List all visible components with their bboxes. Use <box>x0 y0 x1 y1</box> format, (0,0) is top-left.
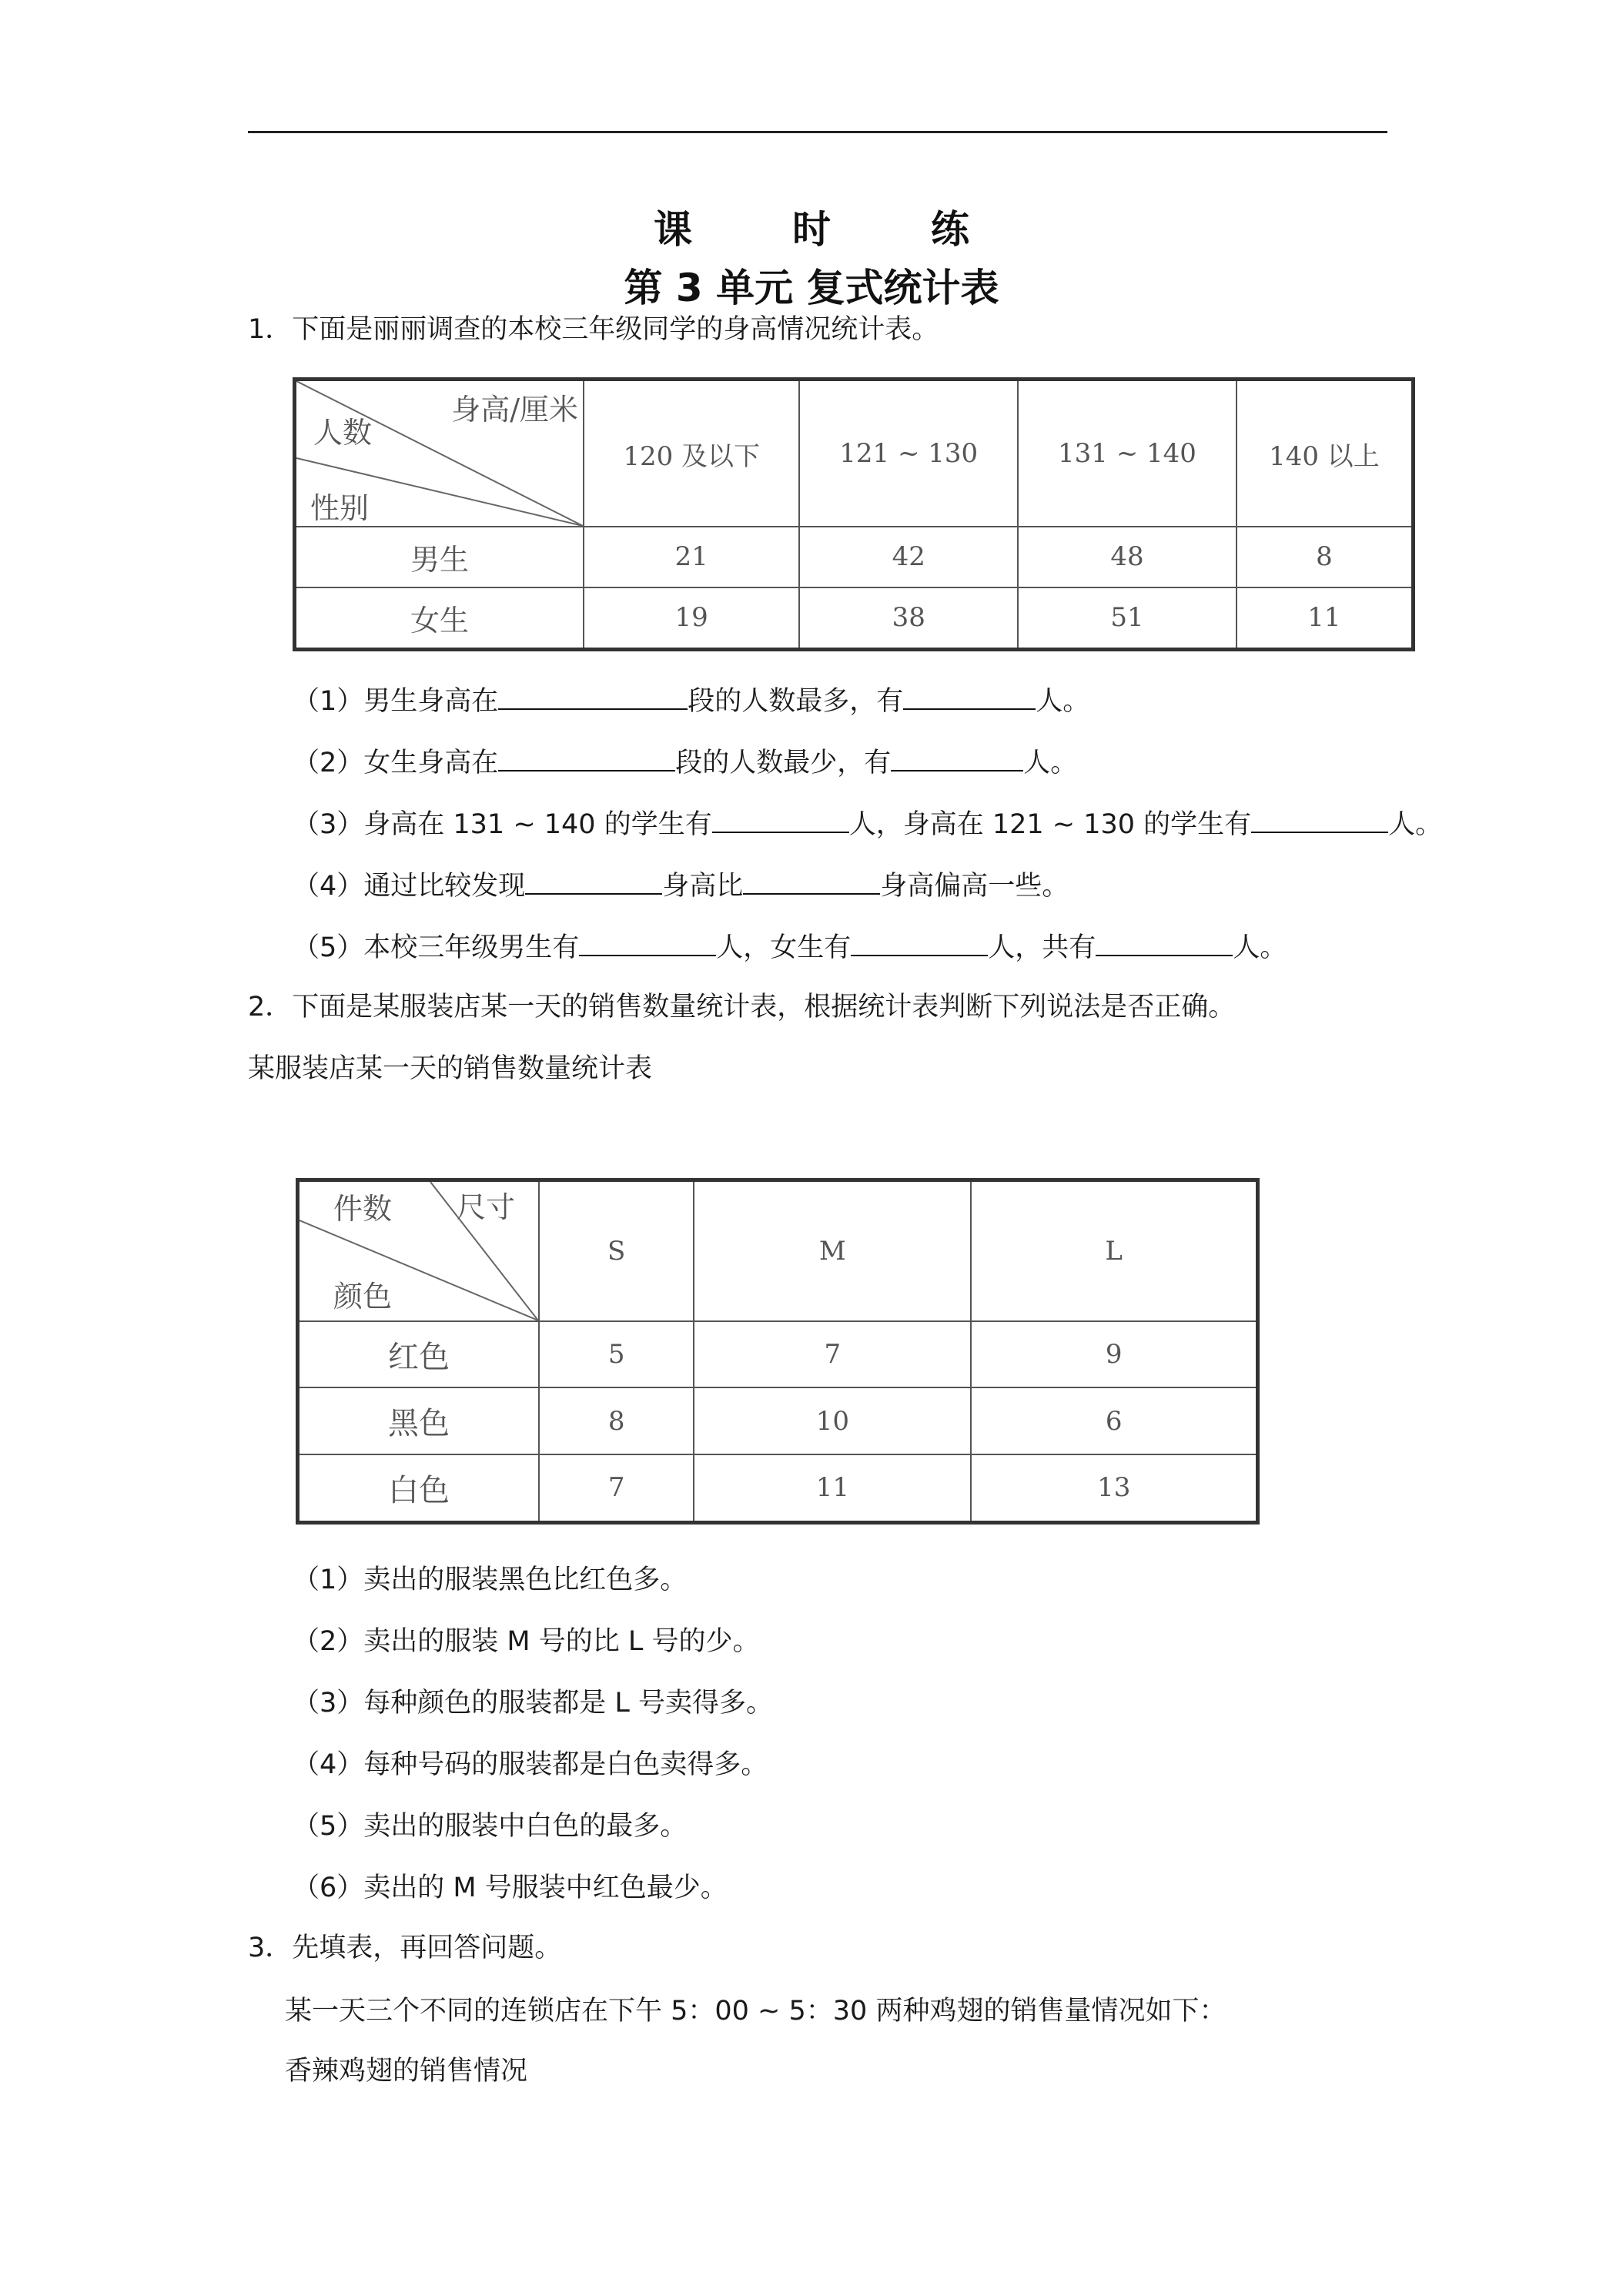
table-cell: 38 <box>799 587 1018 650</box>
table-cell: 9 <box>971 1321 1257 1387</box>
q1-item: （4）通过比较发现 身高比 身高偏高一些。 <box>293 865 1069 903</box>
column-header: 140 以上 <box>1236 380 1414 527</box>
q2-item: （1）卖出的服装黑色比红色多。 <box>293 1565 688 1595</box>
answer-blank[interactable] <box>498 742 675 771</box>
answer-blank[interactable] <box>712 804 849 833</box>
q2-prompt: 2．下面是某服装店某一天的销售数量统计表，根据统计表判断下列说法是否正确。 <box>248 992 1236 1022</box>
table-cell: 51 <box>1018 587 1236 650</box>
corner-label-gender: 性别 <box>310 491 370 525</box>
table-cell: 6 <box>971 1387 1257 1454</box>
table-cell: 48 <box>1018 527 1236 587</box>
answer-blank[interactable] <box>903 681 1036 710</box>
column-header: 131 ~ 140 <box>1018 380 1236 527</box>
answer-blank[interactable] <box>743 865 880 895</box>
answer-blank[interactable] <box>891 742 1023 771</box>
table-cell: 10 <box>694 1387 971 1454</box>
column-header: M <box>694 1180 971 1322</box>
table-row <box>298 1321 1258 1387</box>
column-header: S <box>539 1180 694 1322</box>
table-row <box>298 1387 1258 1454</box>
row-label: 红色 <box>298 1321 540 1387</box>
table-cell: 13 <box>971 1454 1257 1523</box>
q2-item: （3）每种颜色的服装都是 L 号卖得多。 <box>293 1688 774 1719</box>
table-cell: 11 <box>1236 587 1414 650</box>
table-row <box>295 527 1414 587</box>
column-header: 120 及以下 <box>584 380 799 527</box>
page-subtitle: 第 3 单元 复式统计表 <box>624 266 999 310</box>
table-cell: 21 <box>584 527 799 587</box>
q2-caption: 某服装店某一天的销售数量统计表 <box>248 1053 653 1084</box>
corner-label-size: 尺寸 <box>456 1190 515 1224</box>
page-title: 课 时 练 <box>654 207 1000 252</box>
table-cell: 8 <box>539 1387 694 1454</box>
table-cell: 5 <box>539 1321 694 1387</box>
q3-prompt: 3．先填表，再回答问题。 <box>248 1933 562 1963</box>
table-cell: 19 <box>584 587 799 650</box>
row-label: 白色 <box>298 1454 540 1523</box>
height-stats-table <box>293 377 1415 651</box>
corner-label-count: 人数 <box>313 416 373 450</box>
table-cell: 7 <box>694 1321 971 1387</box>
table-corner-header <box>295 380 584 527</box>
table-row <box>298 1454 1258 1523</box>
q2-item: （2）卖出的服装 M 号的比 L 号的少。 <box>293 1626 760 1657</box>
row-label: 男生 <box>295 527 584 587</box>
q1-item: （2）女生身高在 段的人数最少，有 人。 <box>293 742 1077 780</box>
answer-blank[interactable] <box>579 927 716 956</box>
q3-description: 某一天三个不同的连锁店在下午 5：00 ~ 5：30 两种鸡翅的销售量情况如下： <box>285 1996 1226 2027</box>
table-cell: 7 <box>539 1454 694 1523</box>
q2-item: （4）每种号码的服装都是白色卖得多。 <box>293 1749 768 1780</box>
clothing-sales-table <box>296 1178 1260 1525</box>
q1-prompt: 1．下面是丽丽调查的本校三年级同学的身高情况统计表。 <box>248 314 939 345</box>
table-cell: 11 <box>694 1454 971 1523</box>
answer-blank[interactable] <box>498 681 688 710</box>
corner-label-height: 身高/厘米 <box>451 393 578 427</box>
table-cell: 8 <box>1236 527 1414 587</box>
corner-label-count: 件数 <box>333 1192 393 1226</box>
answer-blank[interactable] <box>525 865 662 895</box>
q1-item: （3）身高在 131 ~ 140 的学生有 人，身高在 121 ~ 130 的学生有 人。 <box>293 804 1442 842</box>
header-rule <box>248 131 1387 133</box>
answer-blank[interactable] <box>1096 927 1233 956</box>
row-label: 女生 <box>295 587 584 650</box>
column-header: 121 ~ 130 <box>799 380 1018 527</box>
table-corner-header <box>298 1180 540 1322</box>
answer-blank[interactable] <box>1251 804 1388 833</box>
q3-caption: 香辣鸡翅的销售情况 <box>285 2056 528 2087</box>
q2-item: （6）卖出的 M 号服装中红色最少。 <box>293 1873 728 1903</box>
column-header: L <box>971 1180 1257 1322</box>
row-label: 黑色 <box>298 1387 540 1454</box>
answer-blank[interactable] <box>851 927 988 956</box>
corner-label-color: 颜色 <box>333 1280 393 1314</box>
q1-item: （5）本校三年级男生有 人，女生有 人，共有 人。 <box>293 927 1287 965</box>
table-cell: 42 <box>799 527 1018 587</box>
q2-item: （5）卖出的服装中白色的最多。 <box>293 1811 688 1842</box>
q1-item: （1）男生身高在 段的人数最多，有 人。 <box>293 681 1089 718</box>
table-row <box>295 587 1414 650</box>
